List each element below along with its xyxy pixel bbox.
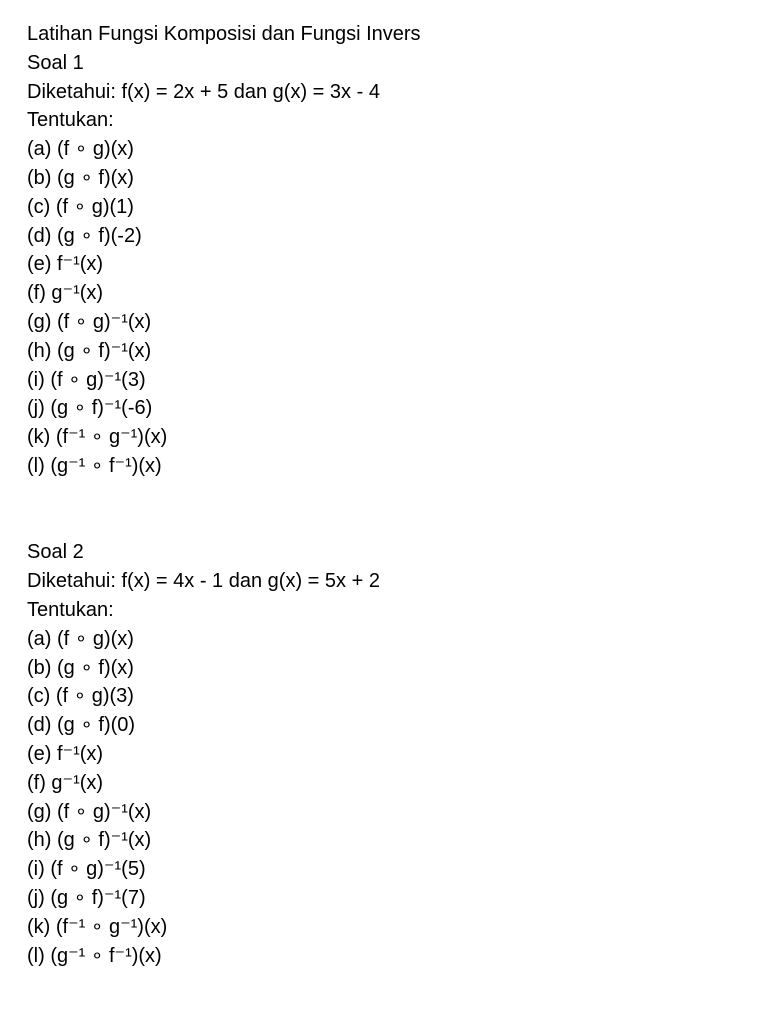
soal-2-item-g: (g) (f ∘ g)⁻¹(x) xyxy=(27,800,152,823)
soal-2-item-f: (f) g⁻¹(x) xyxy=(27,771,104,794)
soal-2-item-e: (e) f⁻¹(x) xyxy=(27,742,104,765)
document-title: Latihan Fungsi Komposisi dan Fungsi Invers xyxy=(27,23,421,45)
soal-1-heading: Soal 1 xyxy=(27,51,84,74)
soal-1-item-c: (c) (f ∘ g)(1) xyxy=(27,195,134,218)
soal-2-heading: Soal 2 xyxy=(27,541,84,564)
soal-2-item-l: (l) (g⁻¹ ∘ f⁻¹)(x) xyxy=(27,944,162,967)
soal-1-item-f: (f) g⁻¹(x) xyxy=(27,282,104,305)
soal-1-item-b: (b) (g ∘ f)(x) xyxy=(27,166,134,189)
soal-1-item-h: (h) (g ∘ f)⁻¹(x) xyxy=(27,339,152,362)
soal-1-item-j: (j) (g ∘ f)⁻¹(-6) xyxy=(27,397,153,420)
soal-2-item-h: (h) (g ∘ f)⁻¹(x) xyxy=(27,829,152,852)
soal-1-item-i: (i) (f ∘ g)⁻¹(3) xyxy=(27,368,146,391)
soal-1-item-l: (l) (g⁻¹ ∘ f⁻¹)(x) xyxy=(27,454,162,477)
document-page xyxy=(27,20,747,970)
soal-2-section xyxy=(27,538,747,970)
soal-1-prompt: Tentukan: xyxy=(27,109,114,132)
soal-2-item-k: (k) (f⁻¹ ∘ g⁻¹)(x) xyxy=(27,915,168,938)
soal-2-item-i: (i) (f ∘ g)⁻¹(5) xyxy=(27,858,146,881)
soal-1-item-g: (g) (f ∘ g)⁻¹(x) xyxy=(27,310,152,333)
soal-1-item-k: (k) (f⁻¹ ∘ g⁻¹)(x) xyxy=(27,426,168,449)
soal-2-item-a: (a) (f ∘ g)(x) xyxy=(27,627,134,650)
soal-2-item-b: (b) (g ∘ f)(x) xyxy=(27,656,134,679)
soal-2-item-c: (c) (f ∘ g)(3) xyxy=(27,685,134,708)
soal-2-prompt: Tentukan: xyxy=(27,598,114,621)
soal-1-item-d: (d) (g ∘ f)(-2) xyxy=(27,224,142,247)
soal-1-section xyxy=(27,49,747,481)
soal-2-given: Diketahui: f(x) = 4x - 1 dan g(x) = 5x + 2 xyxy=(27,570,380,593)
soal-1-item-e: (e) f⁻¹(x) xyxy=(27,253,104,276)
soal-2-item-j: (j) (g ∘ f)⁻¹(7) xyxy=(27,886,146,909)
soal-2-item-d: (d) (g ∘ f)(0) xyxy=(27,714,136,737)
section-spacer xyxy=(27,481,747,539)
soal-1-item-a: (a) (f ∘ g)(x) xyxy=(27,138,134,161)
soal-1-given: Diketahui: f(x) = 2x + 5 dan g(x) = 3x - 4 xyxy=(27,80,380,103)
